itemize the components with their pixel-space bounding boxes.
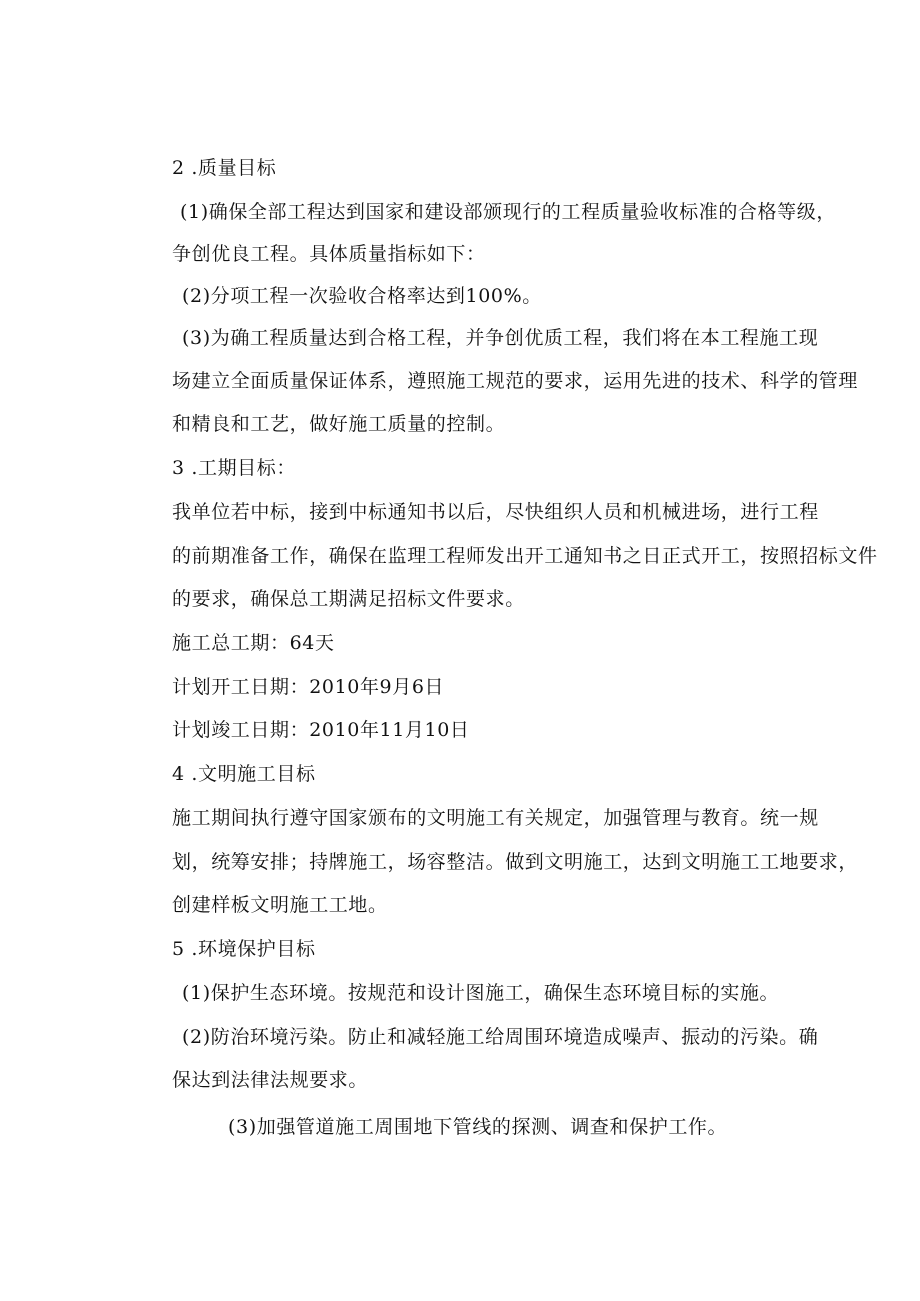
paragraph-line: 划，统筹安排；持牌施工，场容整洁。做到文明施工，达到文明施工工地要求， <box>172 851 859 873</box>
paragraph-line: 的前期准备工作，确保在监理工程师发出开工通知书之日正式开工，按照招标文件 <box>172 545 878 567</box>
section-heading-environment: 5 .环境保护目标 <box>172 938 316 960</box>
planned-start-date: 计划开工日期：2010年9月6日 <box>172 676 445 698</box>
paragraph-line: 和精良和工艺，做好施工质量的控制。 <box>172 413 506 435</box>
paragraph-line: (3)为确工程质量达到合格工程，并争创优质工程，我们将在本工程施工现 <box>182 327 819 349</box>
planned-completion-date: 计划竣工日期：2010年11月10日 <box>172 719 470 741</box>
paragraph-line: 保达到法律法规要求。 <box>172 1069 369 1091</box>
paragraph-line: (1)确保全部工程达到国家和建设部颁现行的工程质量验收标准的合格等级， <box>180 201 836 223</box>
paragraph-line: (2)防治环境污染。防止和减轻施工给周围环境造成噪声、振动的污染。确 <box>182 1026 819 1048</box>
paragraph-line: 争创优良工程。具体质量指标如下： <box>172 243 486 265</box>
total-duration: 施工总工期：64天 <box>172 632 335 654</box>
paragraph-line: 我单位若中标，接到中标通知书以后，尽快组织人员和机械进场，进行工程 <box>172 501 819 523</box>
paragraph-line: 创建样板文明施工工地。 <box>172 894 388 916</box>
section-heading-civilized: 4 .文明施工目标 <box>172 763 316 785</box>
paragraph-line: 场建立全面质量保证体系，遵照施工规范的要求，运用先进的技术、科学的管理 <box>172 370 859 392</box>
paragraph-line: 的要求，确保总工期满足招标文件要求。 <box>172 588 525 610</box>
paragraph-line: (3)加强管道施工周围地下管线的探测、调查和保护工作。 <box>228 1116 728 1138</box>
paragraph-line: (2)分项工程一次验收合格率达到100%。 <box>182 285 542 307</box>
paragraph-line: 施工期间执行遵守国家颁布的文明施工有关规定，加强管理与教育。统一规 <box>172 807 819 829</box>
paragraph-line: (1)保护生态环境。按规范和设计图施工，确保生态环境目标的实施。 <box>182 982 780 1004</box>
section-heading-schedule: 3 .工期目标： <box>172 457 296 479</box>
section-heading-quality: 2 .质量目标 <box>172 157 277 179</box>
